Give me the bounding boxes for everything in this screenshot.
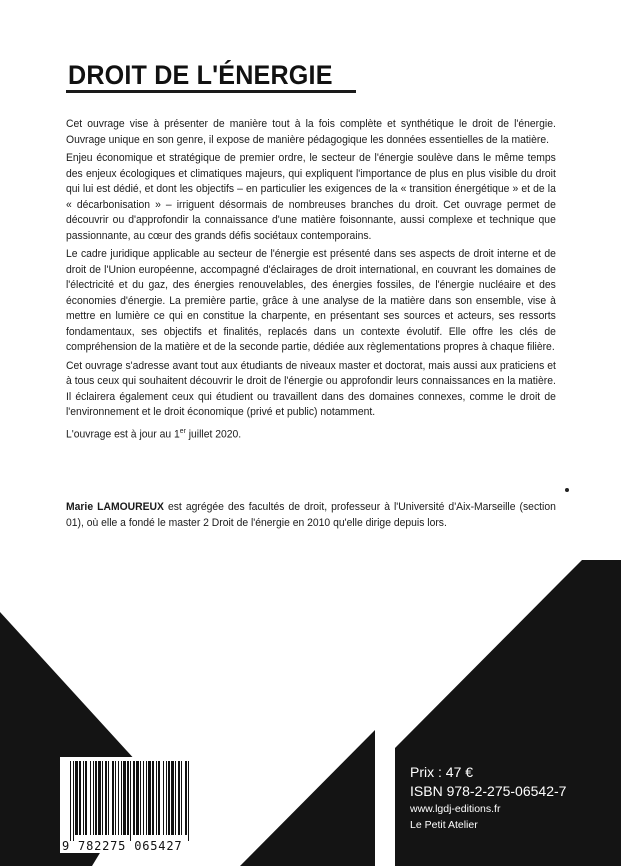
barcode-bar [156, 761, 157, 835]
barcode-bar [163, 761, 164, 835]
barcode-bar [90, 761, 91, 835]
barcode-bar [118, 761, 119, 835]
update-note [66, 424, 556, 443]
barcode-bar [146, 761, 147, 835]
barcode-bar [102, 761, 103, 835]
barcode-bar [123, 761, 126, 835]
barcode-bar [93, 761, 94, 835]
barcode-bar [175, 761, 176, 835]
description-paragraph-2: Enjeu économique et stratégique de premier ordre, le secteur de l'énergie soulève dans le même temps des enjeux écologiques et climatiques majeurs, qui expliquent l'importance de plus en plus visible du droit qui lui est dédié, et dont les objectifs – en particulier les exigences de la « transition énergétique » et de la « décarbonisation » – irriguent désormais de nombreuses branches du droit. Cet ouvrage permet de découvrir ou d'approfondir la connaissance d'une matière foisonnante, aussi complexe et technique que passionnante, au cœur des grands défis sociétaux contemporains. [66, 152, 556, 242]
update-note-before: L'ouvrage est à jour au 1 [66, 428, 180, 441]
barcode-bar [127, 761, 129, 835]
author-name: Marie LAMOUREUX [66, 501, 164, 513]
barcode-bar [168, 761, 170, 835]
title-underline [66, 90, 356, 93]
barcode-bar [98, 761, 101, 835]
barcode-bars [60, 757, 200, 841]
barcode-bar [171, 761, 174, 835]
author-bio [66, 500, 556, 531]
barcode-bar [136, 761, 139, 835]
barcode-bar [75, 761, 78, 835]
barcode-bar [79, 761, 81, 835]
barcode-bar [115, 761, 116, 835]
publication-info [410, 763, 610, 833]
barcode-bar [105, 761, 107, 835]
publisher-website: www.lgdj-editions.fr [410, 803, 501, 815]
barcode-bar [181, 761, 182, 835]
update-note-sup: er [179, 427, 186, 435]
barcode-digits: 9 782275 065427 [62, 839, 183, 853]
barcode-bar [166, 761, 167, 835]
barcode-bar [148, 761, 151, 835]
barcode-bar [130, 761, 131, 841]
price: Prix : 47 € [410, 764, 474, 780]
barcode-bar [83, 761, 84, 835]
barcode [60, 757, 200, 853]
description-text [66, 117, 556, 446]
barcode-bar [73, 761, 74, 841]
barcode-bar [85, 761, 87, 835]
barcode-bar [133, 761, 135, 835]
barcode-bar [188, 761, 189, 841]
description-paragraph-1: Cet ouvrage vise à présenter de manière tout à la fois complète et synthétique le droit de l'énergie. Ouvrage unique en son genre, il expose de manière pédagogique les données essentielles de la matière. [66, 118, 556, 146]
barcode-bar [185, 761, 187, 835]
barcode-bar [121, 761, 122, 835]
barcode-bar [143, 761, 144, 835]
description-paragraph-3: Le cadre juridique applicable au secteur de l'énergie est présenté dans ses aspects de droit interne et de droit de l'Union européenne, accompagné d'éclairages de droit international, en couvrant les domaines de l'électricité et du gaz, des énergies renouvelables, des énergies fossiles, de l'énergie nucléaire et des économies d'énergie. La première partie, grâce à une analyse de la matière dans son ensemble, vise à mettre en lumière ce qui en constitue la charpente, en présentant ses sources et acteurs, ses ressorts fondamentaux, ses objectifs et finalités, replacés dans un contexte évolutif. Elle offre les clés de compréhension de la matière et de la seconde partie, dédiée aux règlementations propres à chaque filière. [66, 248, 556, 353]
printer-name: Le Petit Atelier [410, 819, 478, 831]
barcode-bar [95, 761, 97, 835]
center-triangle-shape [240, 730, 375, 866]
description-paragraph-4: Cet ouvrage s'adresse avant tout aux étudiants de niveaux master et doctorat, mais aussi aux praticiens et à tous ceux qui souhaitent découvrir le droit de l'énergie ou approfondir leurs connaissances en la matière. Il éclairera également ceux qui étudient ou travaillent dans des domaines connexes, comme le droit de l'environnement et le droit économique (privé et public) notamment. [66, 359, 556, 418]
barcode-bar [158, 761, 160, 835]
print-speck [565, 488, 569, 492]
barcode-bar [178, 761, 180, 835]
barcode-bar [70, 761, 71, 841]
book-title: DROIT DE L'ÉNERGIE [68, 60, 333, 90]
barcode-bar [152, 761, 154, 835]
barcode-bar [112, 761, 114, 835]
barcode-bar [108, 761, 109, 835]
barcode-bar [140, 761, 141, 835]
update-note-after: juillet 2020. [185, 428, 242, 441]
upper-triangle-shape [562, 560, 621, 580]
isbn: ISBN 978-2-275-06542-7 [410, 783, 567, 799]
author-bio-text: est agrégée des facultés de droit, professeur à l'Université d'Aix-Marseille (section 01), où elle a fondé le master 2 Droit de l'énergie en 2010 qu'elle dirige depuis lors. [66, 501, 556, 529]
